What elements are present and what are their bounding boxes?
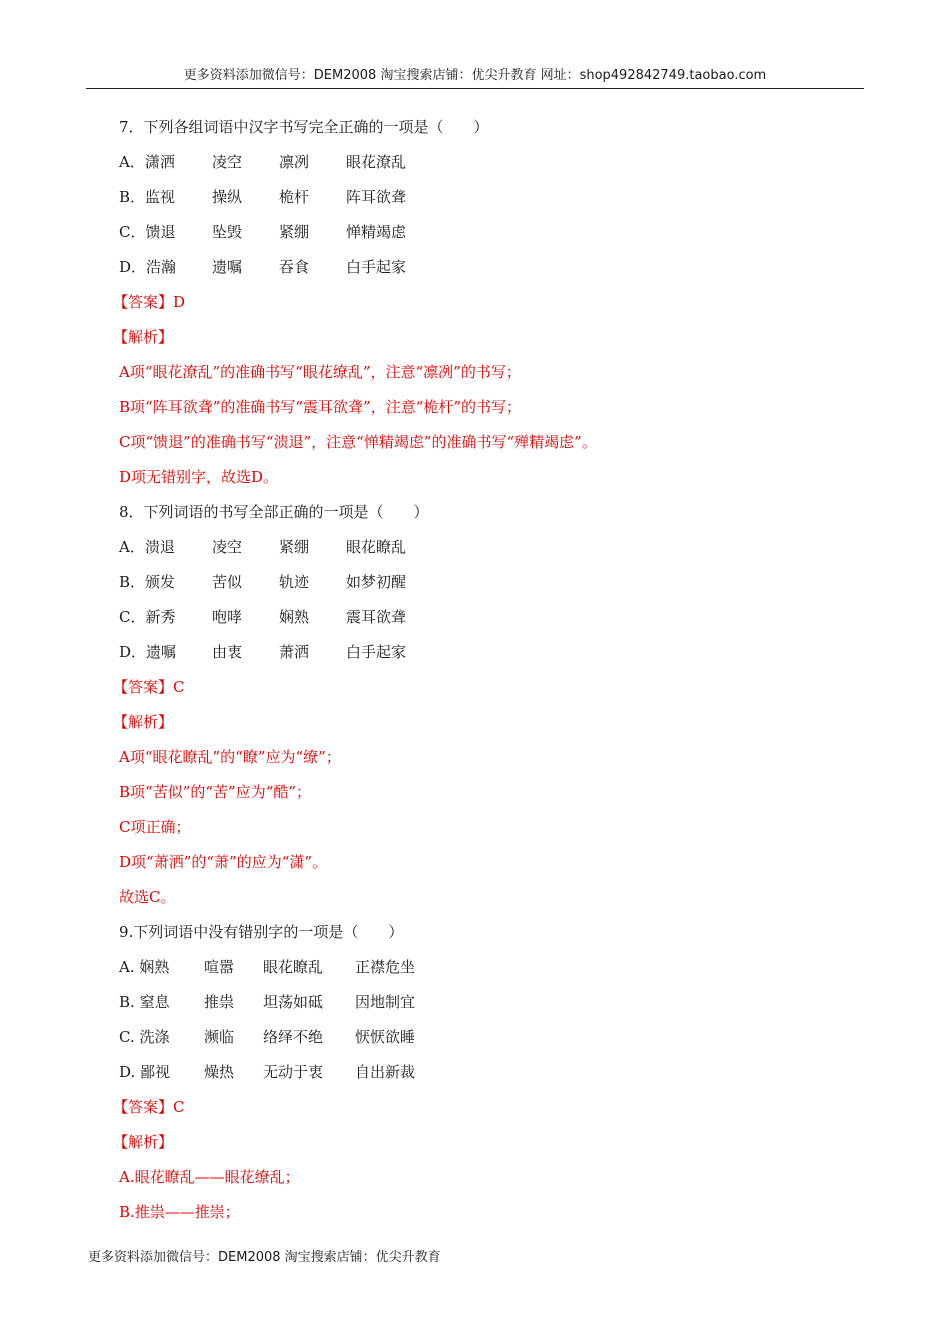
question-7-option-a: A．潇洒 凌空 凛冽 眼花潦乱 <box>119 153 407 171</box>
question-9-option-b: B. 窒息 推祟 坦荡如砥 因地制宜 <box>119 993 416 1011</box>
question-9-analysis-line: B.推祟——推崇； <box>119 1203 240 1221</box>
footer-text: 更多资料添加微信号：DEM2008 淘宝搜索店铺：优尖升教育 <box>88 1250 441 1265</box>
question-9-option-d: D. 鄙视 燥热 无动于衷 自出新裁 <box>119 1063 416 1081</box>
header-text: 更多资料添加微信号：DEM2008 淘宝搜索店铺：优尖升教育 网址：shop492842749.taobao.com <box>183 68 767 83</box>
question-8-option-b: B．颁发 苦似 轨迹 如梦初醒 <box>119 573 407 591</box>
question-9-analysis-label: 【解析】 <box>113 1133 174 1151</box>
question-9-analysis-line: A.眼花瞭乱——眼花缭乱； <box>119 1168 300 1186</box>
question-8-analysis-line: B项“苦似”的“苦”应为“酷”； <box>119 783 312 801</box>
question-8-option-d: D．遗嘱 由衷 萧洒 白手起家 <box>119 643 407 661</box>
question-8-analysis-line: A项“眼花瞭乱”的“瞭”应为“缭”； <box>119 748 341 766</box>
question-8-analysis-line: 故选C。 <box>119 888 176 906</box>
question-7-option-d: D．浩瀚 遗嘱 吞食 白手起家 <box>119 258 407 276</box>
question-7-option-c: C．馈退 坠毁 紧绷 惮精竭虑 <box>119 223 407 241</box>
question-7-analysis-line: A项“眼花潦乱”的准确书写“眼花缭乱”，注意“凛冽”的书写； <box>119 363 521 381</box>
question-7-analysis-line: B项“阵耳欲聋”的准确书写“震耳欲聋”，注意“桅杆”的书写； <box>119 398 522 416</box>
question-8-option-a: A．溃退 凌空 紧绷 眼花瞭乱 <box>119 538 407 556</box>
question-7-stem: 7．下列各组词语中汉字书写完全正确的一项是（ ） <box>119 118 489 136</box>
question-8-analysis-label: 【解析】 <box>113 713 174 731</box>
document-body <box>113 110 859 1230</box>
question-9-option-c: C. 洗涤 濒临 络绎不绝 恹恹欲睡 <box>119 1028 416 1046</box>
question-9-stem: 9.下列词语中没有错别字的一项是（ ） <box>119 923 404 941</box>
question-7-analysis-line: C项“馈退”的准确书写“溃退”，注意“惮精竭虑”的准确书写“殚精竭虑”。 <box>119 433 597 451</box>
question-9-answer: 【答案】C <box>113 1098 185 1116</box>
page-header <box>86 66 864 89</box>
question-8-analysis-line: D项“萧洒”的“萧”的应为“潇”。 <box>119 853 328 871</box>
question-7-analysis-label: 【解析】 <box>113 328 174 346</box>
question-8-option-c: C．新秀 咆哮 娴熟 震耳欲聋 <box>119 608 407 626</box>
question-8-stem: 8．下列词语的书写全部正确的一项是（ ） <box>119 503 429 521</box>
question-7-option-b: B．监视 操纵 桅杆 阵耳欲聋 <box>119 188 407 206</box>
question-7-analysis-line: D项无错别字，故选D。 <box>119 468 279 486</box>
question-9-option-a: A. 娴熟 喧嚣 眼花瞭乱 正襟危坐 <box>119 958 416 976</box>
page-footer <box>88 1246 441 1265</box>
question-8-analysis-line: C项正确； <box>119 818 191 836</box>
question-7-answer: 【答案】D <box>113 293 186 311</box>
question-8-answer: 【答案】C <box>113 678 185 696</box>
